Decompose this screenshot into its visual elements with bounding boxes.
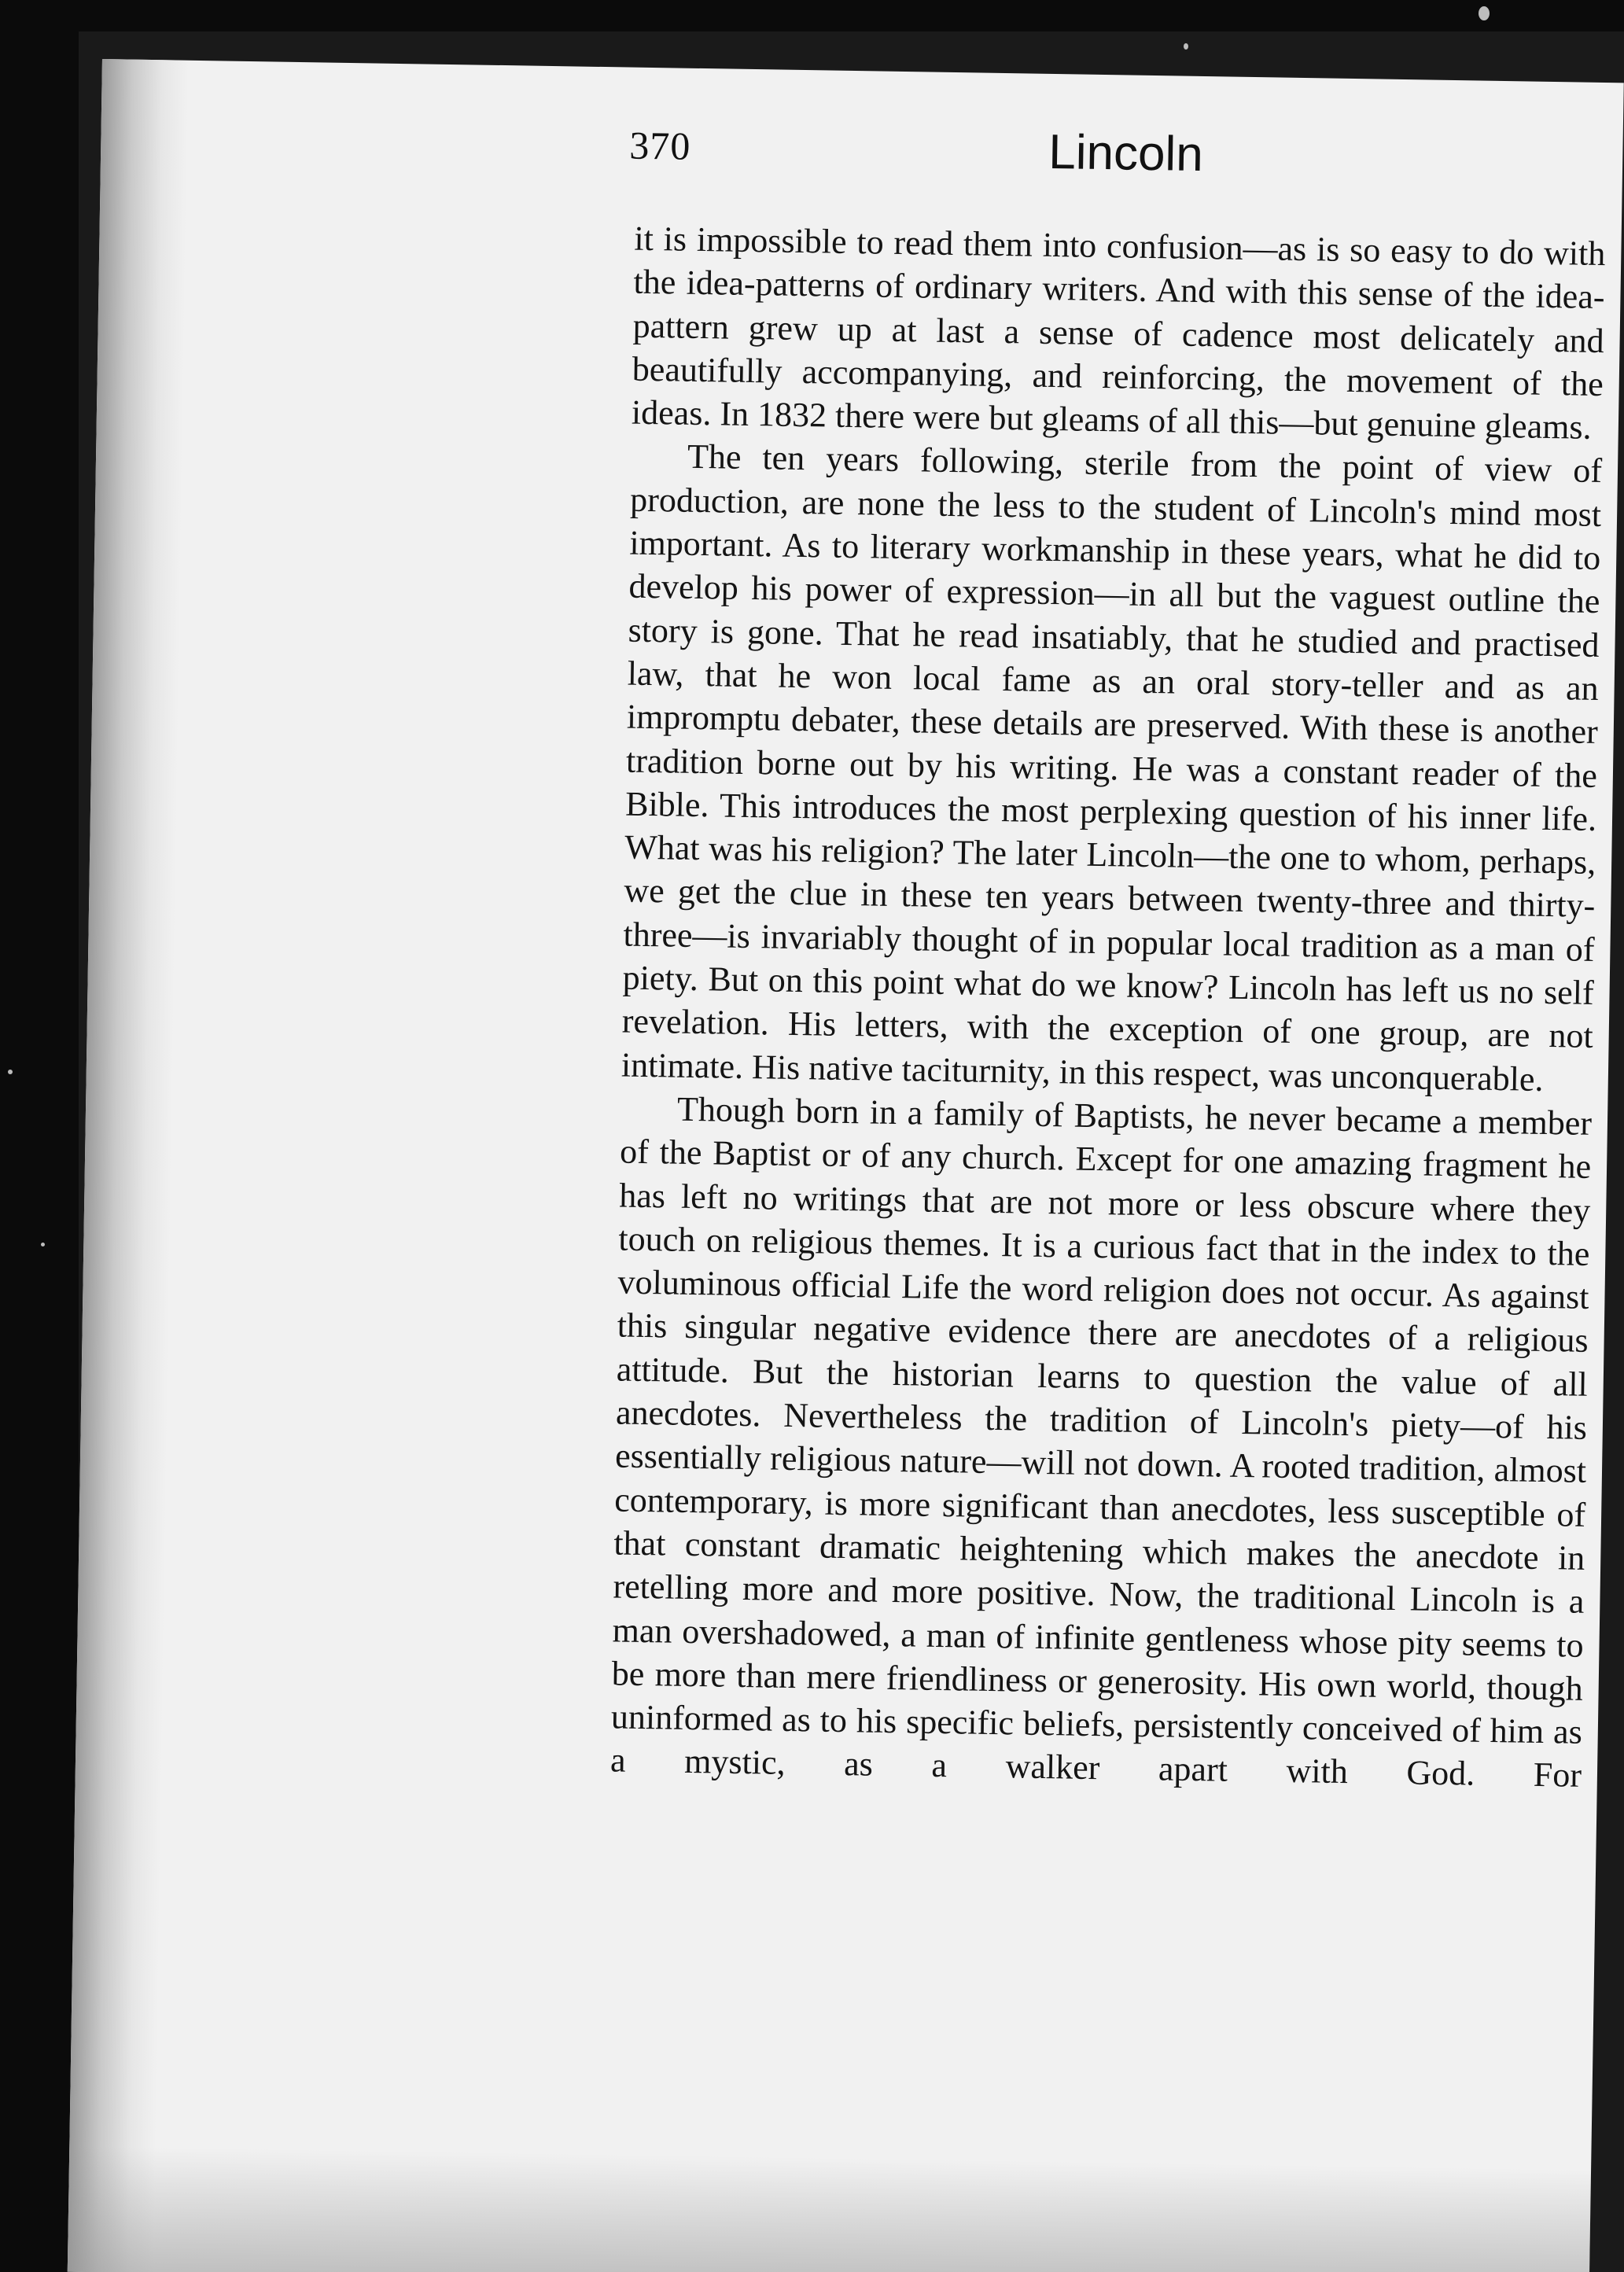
paragraph-ten-years: The ten years following, sterile from the point of view of production, are none the less to the student of Lincoln's mind most important. As to literary workmanship in these years, what he did to develop his power of expression—in all but the vaguest outline the story is gone. That he read insatiably, that he studied and practised law, that he won local fame as an oral story-teller and as an impromptu debater, these details are preserved. With these is another tradition borne out by his writing. He was a constant reader of the Bible. This introduces the most perplexing question of his inner life. What was his religion? The later Lincoln—the one to whom, perhaps, we get the clue in these ten years between twenty-three and thirty-three—is invariably thought of in popular local tradition as a man of piety. But on this point what do we know? Lincoln has left us no self revelation. His letters, with the exception of one group, are not intimate. His native taciturnity, in this respect, was unconquerable.: [621, 437, 1603, 1099]
running-head: [100, 114, 1622, 208]
dust-speck: [1184, 43, 1188, 50]
running-title: Lincoln: [1048, 124, 1204, 182]
paragraph-baptists: Though born in a family of Baptists, he never became a member of the Baptist or of any church. Except for one amazing fragment he has left no writings that are not more or less obscure where they touch on religious themes. It is a curious fact that in the index to the voluminous official Life the word religion does not occur. As against this singular negative evidence there are anecdotes of a religious attitude. But the historian learns to question the value of all anecdotes. Nevertheless the tradition of Lincoln's piety—of his essentially religious nature—will not down. A rooted tradition, almost contemporary, is more significant than anecdotes, less susceptible of that constant dramatic heightening which makes the anecdote in retelling more and more positive. Now, the traditional Lincoln is a man overshadowed, a man of infinite gentleness whose pity seems to be more than mere friendliness or generosity. His own world, though uninformed as to his specific beliefs, persistently conceived of him as a mystic, as a walker apart with God. For: [609, 1089, 1593, 1795]
page-number: 370: [628, 123, 691, 168]
page-bottom-shade: [68, 2146, 1591, 2272]
dust-speck: [1479, 6, 1490, 20]
dust-speck: [8, 1070, 13, 1074]
dust-speck: [41, 1243, 45, 1246]
book-page: [68, 59, 1624, 2272]
paragraph-continued: it is impossible to read them into confusion—as is so easy to do with the idea-patterns of ordinary writers. And with this sense of the idea-pattern grew up at last a sense of cadence most delicately and beautifully accompanying, and reinforcing, the movement of the ideas. In 1832 there were but gleams of all this—but genuine gleams.: [631, 219, 1606, 447]
body-text: [610, 217, 1606, 1798]
